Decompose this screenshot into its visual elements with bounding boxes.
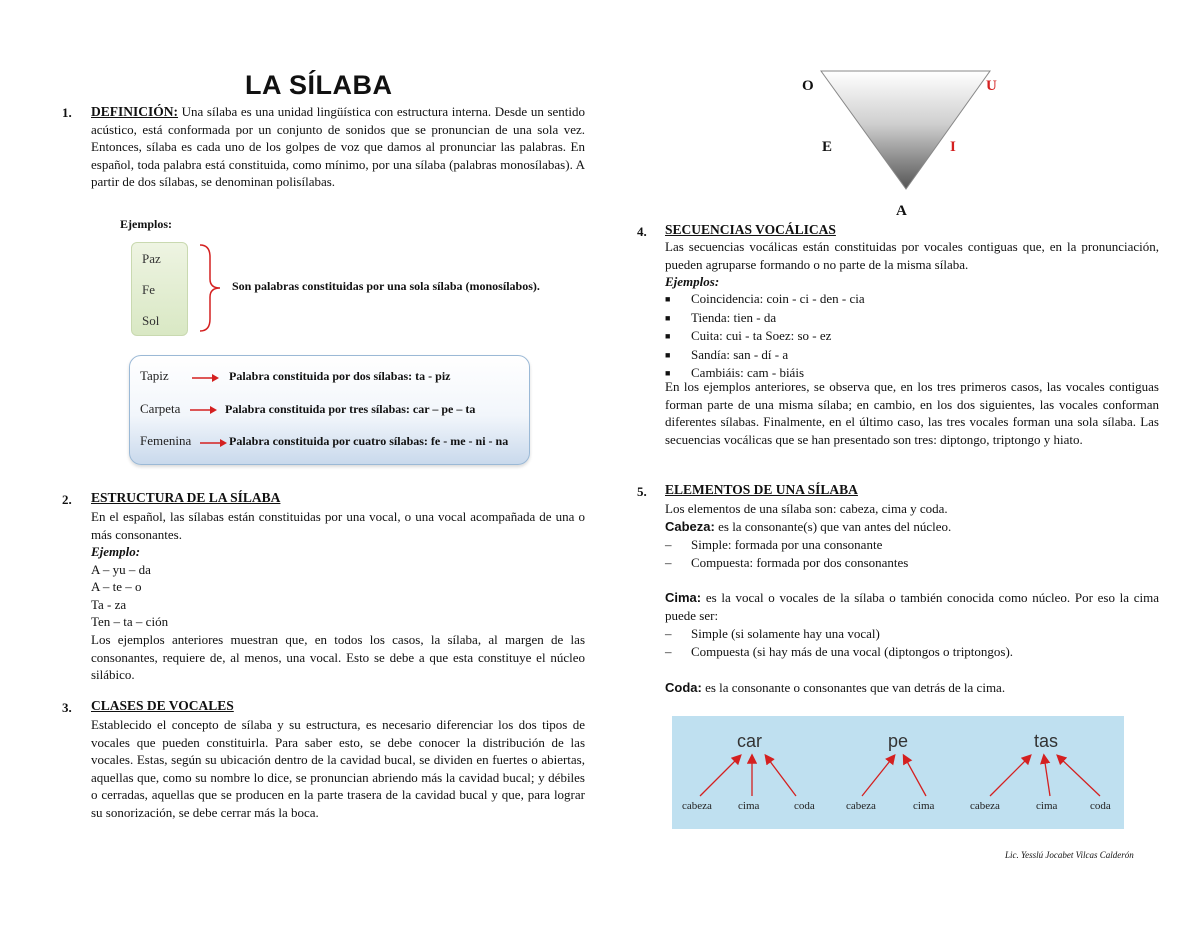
section-4-number: 4. <box>637 224 647 239</box>
list-item: ■ Tienda: tien - da <box>665 309 865 328</box>
section-2-text2: Los ejemplos anteriores muestran que, en todos los casos, la sílaba, al margen de las consonantes, requiere de, al menos, una vocal. Esto se debe a que esta constituye el núcleo silábico. <box>91 632 585 683</box>
poly-description: Palabra constituida por tres sílabas: car – pe – ta <box>225 402 476 416</box>
section-2-example: Ten – ta – ción <box>91 614 169 629</box>
vowel-a: A <box>896 203 907 219</box>
arrow-right-icon <box>190 374 220 382</box>
section-4-bullet-list <box>665 290 865 383</box>
list-item: ■ Sandía: san - dí - a <box>665 346 865 365</box>
section-5-number: 5. <box>637 484 647 499</box>
section-1-text: Una sílaba es una unidad lingüística con estructura interna. Desde un sentido acústico, está conformada por un conjunto de sonidos que se pronuncian de una sola vez. Entonces, sílaba es cada uno de los golpes de voz que damos al pronunciar las palabras. En español, toda palabra está constituida, como mínimo, por una sílaba (palabras monosílabas). A partir de dos sílabas, se denominan polisílabas. <box>91 104 585 190</box>
vowel-o: O <box>802 78 814 94</box>
poly-description: Palabra constituida por dos sílabas: ta - piz <box>229 369 451 383</box>
cima-item: – Simple (si solamente hay una vocal) <box>665 626 880 641</box>
section-4-text: Las secuencias vocálicas están constituidas por vocales contiguas que, en la pronunciación, pueden agruparse formando o no parte de la misma sílaba. <box>665 239 1159 272</box>
mono-words-box <box>131 242 188 336</box>
cima-definition <box>665 589 1159 624</box>
poly-word: Carpeta <box>140 401 181 416</box>
square-bullet-icon: ■ <box>665 368 671 379</box>
syllable-part: coda <box>1090 800 1111 812</box>
syllable-part: coda <box>794 800 815 812</box>
cima-text: es la vocal o vocales de la sílaba o también conocida como núcleo. Por eso la cima puede ser: <box>665 590 1159 623</box>
list-item: ■ Cuita: cui - ta Soez: so - ez <box>665 327 865 346</box>
section-2-example: Ta - za <box>91 597 127 612</box>
section-2-example: A – yu – da <box>91 562 151 577</box>
section-5-heading: ELEMENTOS DE UNA SÍLABA <box>665 482 858 497</box>
arrow-right-icon <box>188 406 218 414</box>
section-2-example: A – te – o <box>91 579 142 594</box>
cabeza-item: – Compuesta: formada por dos consonantes <box>665 555 909 570</box>
section-1-heading: DEFINICIÓN: <box>91 104 179 119</box>
section-2-example-label: Ejemplo: <box>91 544 141 559</box>
syllable-part: cima <box>1036 800 1058 812</box>
syllable-part: cabeza <box>846 800 876 812</box>
section-1-number: 1. <box>62 105 72 120</box>
vowel-e: E <box>822 139 833 155</box>
section-3-number: 3. <box>62 700 72 715</box>
square-bullet-icon: ■ <box>665 349 671 360</box>
arrow-right-icon <box>198 439 228 447</box>
syllable-part: cabeza <box>970 800 1000 812</box>
section-4-example-label: Ejemplos: <box>665 274 720 289</box>
syllable-diagram <box>672 716 1124 829</box>
cabeza-definition <box>665 518 951 536</box>
examples-label: Ejemplos: <box>120 217 172 231</box>
section-4-text2: En los ejemplos anteriores, se observa que, en los tres primeros casos, las vocales contiguas forman parte de una misma sílaba; en cambio, en los dos siguientes, las vocales conforman diferentes sílabas. Finalmente, en el último caso, las tres vocales forman una sola sílaba. Las secuencias vocálicas que se han presentado son tres: diptongo, triptongo y hiato. <box>665 379 1159 447</box>
syllable-part: cima <box>913 800 935 812</box>
coda-label: Coda: <box>665 680 702 695</box>
vowel-i: I <box>950 139 956 155</box>
page-title: LA SÍLABA <box>245 70 393 100</box>
square-bullet-icon: ■ <box>665 294 671 304</box>
poly-description: Palabra constituida por cuatro sílabas: fe - me - ni - na <box>229 434 509 448</box>
square-bullet-icon: ■ <box>665 312 671 323</box>
cabeza-item: – Simple: formada por una consonante <box>665 537 883 552</box>
section-4-heading: SECUENCIAS VOCÁLICAS <box>665 222 836 237</box>
coda-text: es la consonante o consonantes que van detrás de la cima. <box>705 680 1006 695</box>
syllable-word: tas <box>1034 731 1059 751</box>
section-1-definition <box>91 103 585 191</box>
poly-word: Femenina <box>140 433 192 448</box>
section-3-heading: CLASES DE VOCALES <box>91 698 234 713</box>
brace-icon <box>196 243 226 333</box>
cabeza-label: Cabeza: <box>665 519 715 534</box>
mono-word: Sol <box>142 313 160 328</box>
syllable-word: car <box>737 731 763 751</box>
syllable-part: cabeza <box>682 800 712 812</box>
syllable-part: cima <box>738 800 760 812</box>
section-5-intro: Los elementos de una sílaba son: cabeza, cima y coda. <box>665 501 948 516</box>
cabeza-text: es la consonante(s) que van antes del núcleo. <box>718 519 952 534</box>
author-footer: Lic. Yesslú Jocabet Vilcas Calderón <box>1005 850 1134 860</box>
poly-words-box <box>129 355 530 465</box>
syllable-word: pe <box>888 731 909 751</box>
list-item: ■ Coincidencia: coin - ci - den - cia <box>665 290 865 309</box>
poly-word: Tapiz <box>140 368 169 383</box>
section-2-heading: ESTRUCTURA DE LA SÍLABA <box>91 490 281 505</box>
section-2-text: En el español, las sílabas están constituidas por una vocal, o una vocal acompañada de una o más consonantes. <box>91 509 585 542</box>
list-item: ■ Cambiáis: cam - biáis <box>665 364 865 383</box>
mono-word: Fe <box>142 282 155 297</box>
square-bullet-icon: ■ <box>665 331 671 342</box>
cima-label: Cima: <box>665 590 702 605</box>
coda-definition <box>665 679 1005 697</box>
vowel-u: U <box>986 78 997 94</box>
section-3-text: Establecido el concepto de sílaba y su estructura, es necesario diferenciar los dos tipos de vocales que pueden constituirla. Para saber esto, se debe conocer la distribución de las vocales. Estas, según su ubicación dentro de la cavidad bucal, se dividen en fuertes o abiertas, aquellas que, como su nombre lo dice, se pronuncian abriendo más la cavidad bucal; y débiles o cerradas, aquellas que se producen en la parte trasera de la cavidad bucal y que, para lograr su sonorización, se debe cerrar más la boca. <box>91 717 585 820</box>
cima-item: – Compuesta (si hay más de una vocal (diptongos o triptongos). <box>665 644 1014 659</box>
section-2-number: 2. <box>62 492 72 507</box>
mono-description: Son palabras constituidas por una sola sílaba (monosílabos). <box>232 279 540 293</box>
mono-word: Paz <box>142 251 161 266</box>
